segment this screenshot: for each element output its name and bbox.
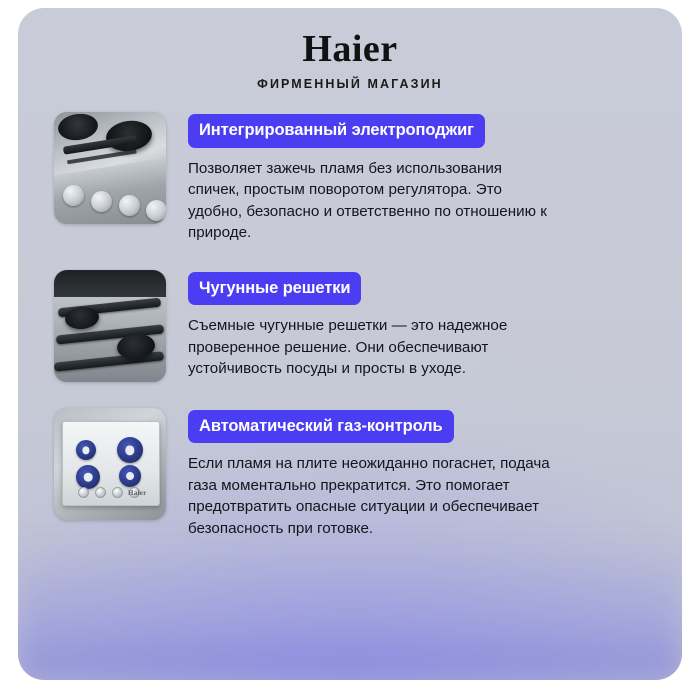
feature-item [18,112,682,244]
thumb-brand-logo: Haier [128,488,147,497]
feature-description: Если пламя на плите неожиданно погаснет, подача газа моментально прекратится. Это помогает предотвратить опасные ситуации и обеспечивает безопасность при готовке. [188,455,550,538]
feature-list [18,112,682,566]
feature-description: Позволяет зажечь пламя без использования спичек, простым поворотом регулятора. Это удобно, безопасно и ответственно по отношению к природе. [188,159,547,242]
feature-description: Съемные чугунные решетки — это надежное проверенное решение. Они обеспечивают устойчивость посуды и просты в уходе. [188,317,508,378]
promo-card [18,8,682,680]
feature-badge: Чугунные решетки [188,272,361,306]
cast-iron-grates-photo [54,270,166,382]
feature-badge: Автоматический газ-контроль [188,410,454,444]
feature-item [18,408,682,540]
feature-text [188,270,648,380]
white-gas-hob-photo [54,408,166,520]
brand-header [18,30,682,91]
gas-hob-ignition-photo [54,112,166,224]
feature-item [18,270,682,382]
brand-tagline: ФИРМЕННЫЙ МАГАЗИН [257,76,443,91]
feature-text [188,112,648,244]
feature-text [188,408,648,540]
feature-badge: Интегрированный электроподжиг [188,114,485,148]
brand-logo: Haier [302,28,398,70]
